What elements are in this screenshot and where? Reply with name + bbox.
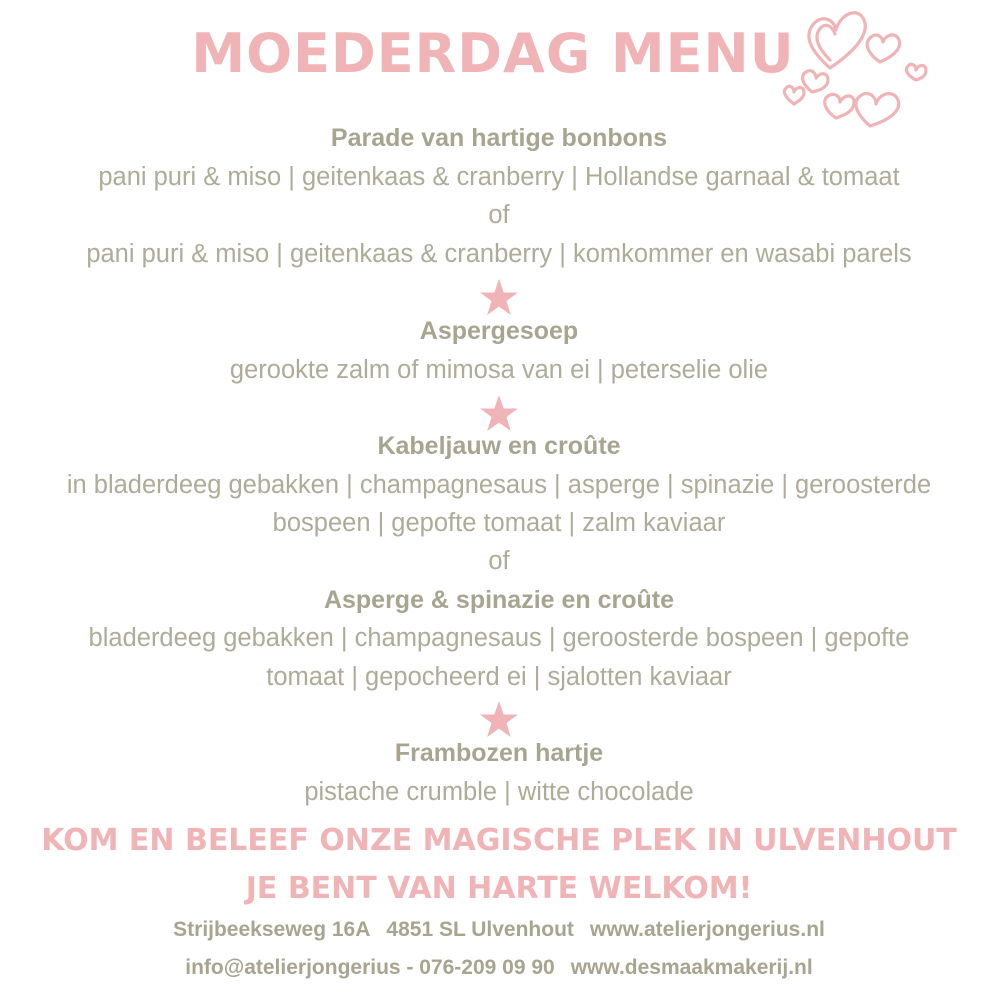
star-icon <box>479 700 519 738</box>
course-3b-description-line-2: tomaat | gepocheerd ei | sjalotten kaviaar <box>266 663 732 691</box>
course-1-title: Parade van hartige bonbons <box>330 124 668 152</box>
course-2-title: Aspergesoep <box>419 317 579 345</box>
hearts-outline-icon <box>772 0 928 136</box>
address: Strijbeekseweg 16A <box>173 918 371 941</box>
course-3-description-line-2: bospeen | gepofte tomaat | zalm kaviaar <box>272 509 726 537</box>
cta-line-1: KOM EN BELEEF ONZE MAGISCHE PLEK IN ULVENHOUT <box>41 823 957 858</box>
website-link[interactable]: www.atelierjongerius.nl <box>589 918 825 941</box>
star-icon <box>479 394 519 432</box>
contact-line-1 <box>0 916 998 944</box>
course-1-option-1: pani puri & miso | geitenkaas & cranberry | Hollandse garnaal & tomaat <box>98 163 900 191</box>
course-3-description-line-1: in bladerdeeg gebakken | champagnesaus | asperge | spinazie | geroosterde <box>66 471 932 499</box>
cta-line-2: JE BENT VAN HARTE WELKOM! <box>245 871 753 906</box>
postcode: 4851 SL Ulvenhout <box>386 918 574 941</box>
course-2-description: gerookte zalm of mimosa van ei | peterselie olie <box>229 356 769 384</box>
email-phone[interactable]: info@atelierjongerius - 076-209 09 90 <box>185 956 555 979</box>
course-1-or: of <box>488 201 510 229</box>
course-4-title: Frambozen hartje <box>394 739 604 767</box>
course-3b-title: Asperge & spinazie en croûte <box>323 586 675 614</box>
website-link-2[interactable]: www.desmaakmakerij.nl <box>570 956 813 979</box>
course-1-option-2: pani puri & miso | geitenkaas & cranberry | komkommer en wasabi parels <box>86 240 912 268</box>
course-3b-description-line-1: bladerdeeg gebakken | champagnesaus | geroosterde bospeen | gepofte <box>88 624 910 652</box>
contact-line-2 <box>0 954 998 982</box>
star-icon <box>479 278 519 316</box>
course-4-description: pistache crumble | witte chocolade <box>304 778 694 806</box>
course-3-title: Kabeljauw en croûte <box>377 432 621 460</box>
page-title: MOEDERDAG MENU <box>191 22 795 85</box>
course-3-or: of <box>488 547 510 575</box>
